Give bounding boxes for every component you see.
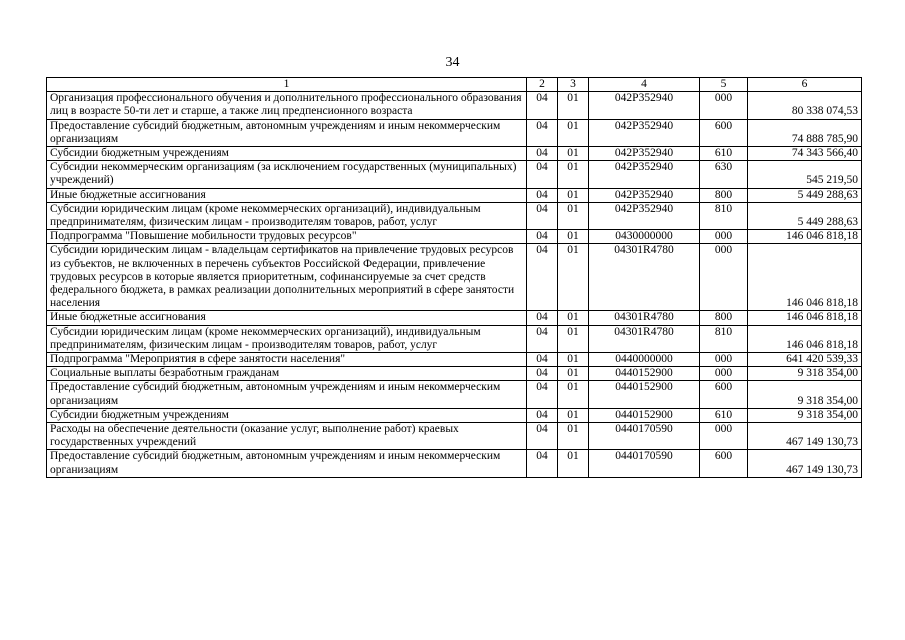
row-amount: 467 149 130,73 <box>748 450 862 477</box>
row-subsection: 01 <box>558 230 589 244</box>
row-amount: 467 149 130,73 <box>748 423 862 450</box>
row-expense-type: 810 <box>700 202 748 229</box>
row-target-code: 0440152900 <box>589 381 700 408</box>
row-section: 04 <box>527 311 558 325</box>
row-amount: 9 318 354,00 <box>748 381 862 408</box>
row-target-code: 0440152900 <box>589 367 700 381</box>
row-target-code: 042P352940 <box>589 119 700 146</box>
row-expense-type: 810 <box>700 325 748 352</box>
table-row <box>47 188 862 202</box>
row-amount: 74 888 785,90 <box>748 119 862 146</box>
row-target-code: 04301R4780 <box>589 325 700 352</box>
row-expense-type: 600 <box>700 450 748 477</box>
row-section: 04 <box>527 353 558 367</box>
row-section: 04 <box>527 230 558 244</box>
row-description: Субсидии бюджетным учреждениям <box>47 408 527 422</box>
row-target-code: 04301R4780 <box>589 311 700 325</box>
row-target-code: 042P352940 <box>589 147 700 161</box>
row-section: 04 <box>527 92 558 119</box>
row-expense-type: 000 <box>700 367 748 381</box>
row-description: Подпрограмма "Мероприятия в сфере занятости населения" <box>47 353 527 367</box>
row-amount: 5 449 288,63 <box>748 188 862 202</box>
table-row <box>47 311 862 325</box>
budget-table <box>46 77 862 478</box>
row-expense-type: 610 <box>700 408 748 422</box>
row-description: Предоставление субсидий бюджетным, автономным учреждениям и иным некоммерческим организациям <box>47 381 527 408</box>
row-target-code: 042P352940 <box>589 92 700 119</box>
table-row <box>47 202 862 229</box>
row-subsection: 01 <box>558 188 589 202</box>
row-section: 04 <box>527 381 558 408</box>
row-description: Иные бюджетные ассигнования <box>47 311 527 325</box>
row-amount: 9 318 354,00 <box>748 367 862 381</box>
row-target-code: 042P352940 <box>589 202 700 229</box>
row-section: 04 <box>527 119 558 146</box>
row-amount: 146 046 818,18 <box>748 311 862 325</box>
row-subsection: 01 <box>558 147 589 161</box>
table-row <box>47 161 862 188</box>
row-expense-type: 630 <box>700 161 748 188</box>
row-expense-type: 800 <box>700 188 748 202</box>
row-subsection: 01 <box>558 119 589 146</box>
row-subsection: 01 <box>558 353 589 367</box>
table-row <box>47 450 862 477</box>
header-col-4: 4 <box>589 78 700 92</box>
row-target-code: 0430000000 <box>589 230 700 244</box>
row-subsection: 01 <box>558 367 589 381</box>
table-row <box>47 147 862 161</box>
row-section: 04 <box>527 202 558 229</box>
row-subsection: 01 <box>558 450 589 477</box>
row-expense-type: 000 <box>700 353 748 367</box>
row-description: Организация профессионального обучения и дополнительного профессионального образования лиц в возрасте 50-ти лет и старше, а также лиц предпенсионного возраста <box>47 92 527 119</box>
row-description: Предоставление субсидий бюджетным, автономным учреждениям и иным некоммерческим организациям <box>47 450 527 477</box>
row-section: 04 <box>527 450 558 477</box>
header-col-3: 3 <box>558 78 589 92</box>
row-target-code: 0440152900 <box>589 408 700 422</box>
row-section: 04 <box>527 147 558 161</box>
row-description: Субсидии некоммерческим организациям (за исключением государственных (муниципальных) учреждений) <box>47 161 527 188</box>
table-row <box>47 367 862 381</box>
table-header-row <box>47 78 862 92</box>
row-subsection: 01 <box>558 325 589 352</box>
row-target-code: 04301R4780 <box>589 244 700 311</box>
header-col-5: 5 <box>700 78 748 92</box>
row-expense-type: 000 <box>700 92 748 119</box>
row-target-code: 0440170590 <box>589 450 700 477</box>
table-row <box>47 230 862 244</box>
row-target-code: 042P352940 <box>589 161 700 188</box>
table-row <box>47 92 862 119</box>
row-amount: 146 046 818,18 <box>748 244 862 311</box>
row-amount: 80 338 074,53 <box>748 92 862 119</box>
table-row <box>47 381 862 408</box>
row-expense-type: 800 <box>700 311 748 325</box>
row-description: Субсидии юридическим лицам (кроме некоммерческих организаций), индивидуальным предпринимателям, физическим лицам - производителям товаров, работ, услуг <box>47 325 527 352</box>
row-target-code: 0440170590 <box>589 423 700 450</box>
row-description: Субсидии юридическим лицам - владельцам сертификатов на привлечение трудовых ресурсов из субъектов, не включенных в перечень субъектов Российской Федерации, привлечение трудовых ресурсов в которые является приоритетным, софинансируемые за счет средств федерального бюджета, в рамках реализации дополнительных мероприятий в сфере занятости населения <box>47 244 527 311</box>
row-description: Иные бюджетные ассигнования <box>47 188 527 202</box>
header-col-6: 6 <box>748 78 862 92</box>
row-section: 04 <box>527 244 558 311</box>
row-section: 04 <box>527 367 558 381</box>
row-description: Субсидии бюджетным учреждениям <box>47 147 527 161</box>
header-col-2: 2 <box>527 78 558 92</box>
page-number: 34 <box>445 55 460 70</box>
row-description: Расходы на обеспечение деятельности (оказание услуг, выполнение работ) краевых государственных учреждений <box>47 423 527 450</box>
row-amount: 5 449 288,63 <box>748 202 862 229</box>
table-row <box>47 325 862 352</box>
table-row <box>47 408 862 422</box>
row-description: Социальные выплаты безработным гражданам <box>47 367 527 381</box>
header-col-1: 1 <box>47 78 527 92</box>
row-subsection: 01 <box>558 92 589 119</box>
row-subsection: 01 <box>558 381 589 408</box>
row-section: 04 <box>527 408 558 422</box>
row-amount: 146 046 818,18 <box>748 325 862 352</box>
row-expense-type: 610 <box>700 147 748 161</box>
row-description: Подпрограмма "Повышение мобильности трудовых ресурсов" <box>47 230 527 244</box>
row-target-code: 042P352940 <box>589 188 700 202</box>
row-subsection: 01 <box>558 161 589 188</box>
row-section: 04 <box>527 161 558 188</box>
row-amount: 74 343 566,40 <box>748 147 862 161</box>
row-expense-type: 000 <box>700 230 748 244</box>
row-expense-type: 600 <box>700 381 748 408</box>
row-section: 04 <box>527 188 558 202</box>
row-amount: 146 046 818,18 <box>748 230 862 244</box>
row-section: 04 <box>527 423 558 450</box>
row-amount: 545 219,50 <box>748 161 862 188</box>
row-description: Субсидии юридическим лицам (кроме некоммерческих организаций), индивидуальным предпринимателям, физическим лицам - производителям товаров, работ, услуг <box>47 202 527 229</box>
row-subsection: 01 <box>558 244 589 311</box>
row-subsection: 01 <box>558 408 589 422</box>
row-subsection: 01 <box>558 202 589 229</box>
table-row <box>47 119 862 146</box>
table-row <box>47 353 862 367</box>
row-amount: 9 318 354,00 <box>748 408 862 422</box>
table-row <box>47 244 862 311</box>
row-expense-type: 000 <box>700 423 748 450</box>
row-subsection: 01 <box>558 423 589 450</box>
row-section: 04 <box>527 325 558 352</box>
row-target-code: 0440000000 <box>589 353 700 367</box>
row-expense-type: 000 <box>700 244 748 311</box>
row-expense-type: 600 <box>700 119 748 146</box>
row-amount: 641 420 539,33 <box>748 353 862 367</box>
row-description: Предоставление субсидий бюджетным, автономным учреждениям и иным некоммерческим организациям <box>47 119 527 146</box>
table-row <box>47 423 862 450</box>
row-subsection: 01 <box>558 311 589 325</box>
